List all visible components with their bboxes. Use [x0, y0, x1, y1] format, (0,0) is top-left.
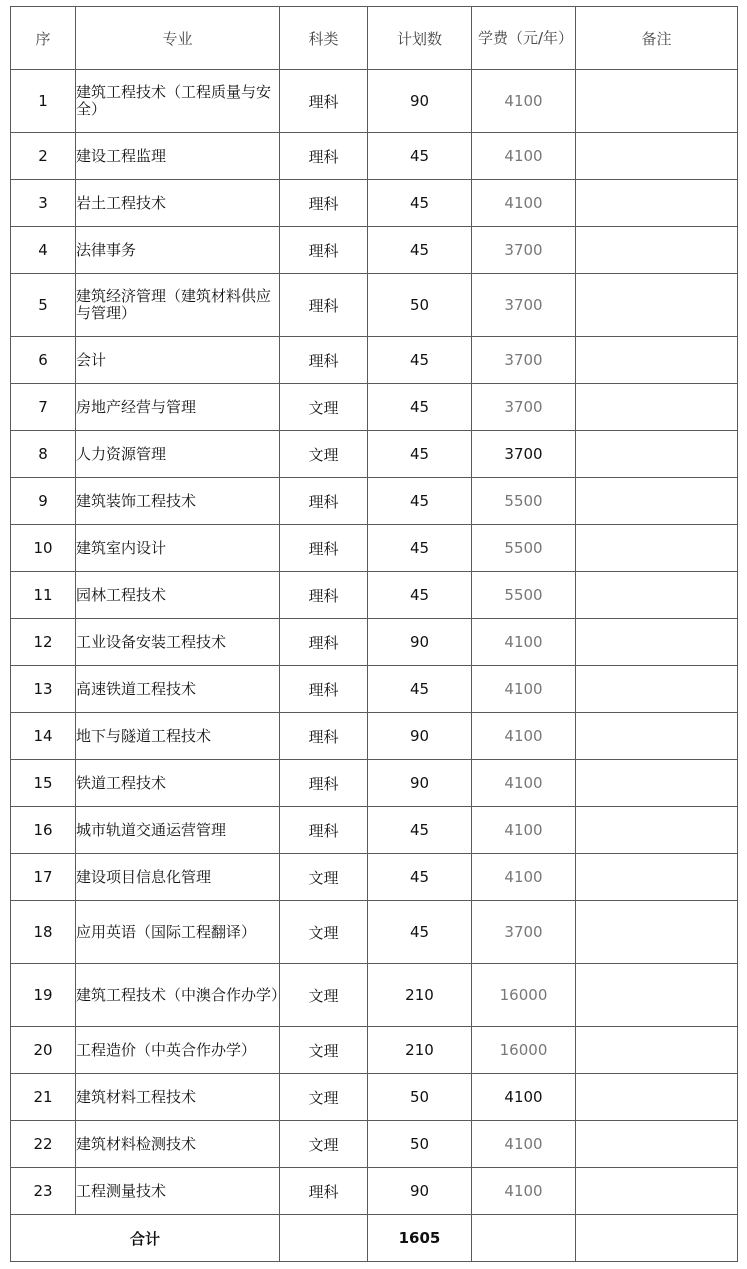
table-row — [11, 760, 738, 807]
row-note — [576, 666, 738, 713]
row-seq: 20 — [11, 1027, 76, 1074]
row-seq: 21 — [11, 1074, 76, 1121]
row-seq: 9 — [11, 478, 76, 525]
row-major: 建筑室内设计 — [76, 525, 280, 572]
table-row — [11, 666, 738, 713]
row-plan: 210 — [368, 1027, 472, 1074]
row-seq: 18 — [11, 901, 76, 964]
row-note — [576, 227, 738, 274]
table-row — [11, 1121, 738, 1168]
row-plan: 50 — [368, 1074, 472, 1121]
row-plan: 45 — [368, 525, 472, 572]
row-seq: 8 — [11, 431, 76, 478]
enrollment-plan-table — [10, 6, 738, 1262]
table-row — [11, 274, 738, 337]
row-note — [576, 713, 738, 760]
row-category: 文理 — [280, 964, 368, 1027]
row-seq: 13 — [11, 666, 76, 713]
row-plan: 90 — [368, 713, 472, 760]
row-note — [576, 1027, 738, 1074]
row-note — [576, 964, 738, 1027]
row-seq: 17 — [11, 854, 76, 901]
row-major: 地下与隧道工程技术 — [76, 713, 280, 760]
table-row — [11, 227, 738, 274]
row-note — [576, 431, 738, 478]
row-fee: 4100 — [472, 70, 576, 133]
table-row — [11, 572, 738, 619]
row-seq: 15 — [11, 760, 76, 807]
row-fee: 5500 — [472, 478, 576, 525]
row-seq: 14 — [11, 713, 76, 760]
row-note — [576, 807, 738, 854]
header-major: 专业 — [76, 7, 280, 70]
row-fee: 3700 — [472, 901, 576, 964]
table-row — [11, 180, 738, 227]
row-major: 应用英语（国际工程翻译） — [76, 901, 280, 964]
row-note — [576, 760, 738, 807]
row-plan: 45 — [368, 133, 472, 180]
table-row — [11, 1074, 738, 1121]
table-row — [11, 1027, 738, 1074]
row-fee: 3700 — [472, 227, 576, 274]
row-category: 理科 — [280, 70, 368, 133]
row-category: 理科 — [280, 807, 368, 854]
header-seq: 序 — [11, 7, 76, 70]
row-major: 建筑经济管理（建筑材料供应与管理） — [76, 274, 280, 337]
row-category: 理科 — [280, 619, 368, 666]
row-category: 文理 — [280, 1074, 368, 1121]
table-row — [11, 70, 738, 133]
row-plan: 45 — [368, 180, 472, 227]
row-plan: 50 — [368, 274, 472, 337]
row-fee: 4100 — [472, 713, 576, 760]
row-note — [576, 478, 738, 525]
row-major: 岩土工程技术 — [76, 180, 280, 227]
row-major: 园林工程技术 — [76, 572, 280, 619]
row-plan: 45 — [368, 384, 472, 431]
table-row — [11, 431, 738, 478]
row-seq: 2 — [11, 133, 76, 180]
row-seq: 10 — [11, 525, 76, 572]
row-fee: 4100 — [472, 1168, 576, 1215]
table-row — [11, 619, 738, 666]
row-category: 理科 — [280, 760, 368, 807]
row-seq: 5 — [11, 274, 76, 337]
row-major: 建筑工程技术（工程质量与安全） — [76, 70, 280, 133]
row-fee: 4100 — [472, 666, 576, 713]
row-category: 文理 — [280, 1027, 368, 1074]
row-fee: 16000 — [472, 1027, 576, 1074]
row-seq: 3 — [11, 180, 76, 227]
row-seq: 22 — [11, 1121, 76, 1168]
table-row — [11, 807, 738, 854]
row-plan: 45 — [368, 666, 472, 713]
total-category-cell — [280, 1215, 368, 1262]
row-category: 理科 — [280, 478, 368, 525]
row-category: 理科 — [280, 337, 368, 384]
table-row — [11, 901, 738, 964]
row-note — [576, 133, 738, 180]
row-seq: 23 — [11, 1168, 76, 1215]
row-major: 城市轨道交通运营管理 — [76, 807, 280, 854]
row-major: 建筑工程技术（中澳合作办学） — [76, 964, 280, 1027]
row-category: 理科 — [280, 666, 368, 713]
row-plan: 45 — [368, 227, 472, 274]
row-major: 工程造价（中英合作办学） — [76, 1027, 280, 1074]
row-seq: 7 — [11, 384, 76, 431]
row-fee: 3700 — [472, 431, 576, 478]
row-category: 理科 — [280, 227, 368, 274]
row-plan: 210 — [368, 964, 472, 1027]
row-major: 工业设备安装工程技术 — [76, 619, 280, 666]
header-fee: 学费（元/年） — [472, 7, 576, 70]
row-major: 法律事务 — [76, 227, 280, 274]
row-category: 理科 — [280, 572, 368, 619]
row-note — [576, 1168, 738, 1215]
row-note — [576, 1121, 738, 1168]
row-plan: 45 — [368, 431, 472, 478]
row-seq: 1 — [11, 70, 76, 133]
row-fee: 4100 — [472, 854, 576, 901]
row-note — [576, 180, 738, 227]
row-plan: 45 — [368, 337, 472, 384]
table-body — [11, 70, 738, 1215]
row-plan: 50 — [368, 1121, 472, 1168]
row-major: 建筑材料检测技术 — [76, 1121, 280, 1168]
total-plan: 1605 — [368, 1215, 472, 1262]
row-major: 铁道工程技术 — [76, 760, 280, 807]
table-row — [11, 133, 738, 180]
row-category: 理科 — [280, 133, 368, 180]
row-note — [576, 70, 738, 133]
table-row — [11, 1168, 738, 1215]
row-fee: 4100 — [472, 619, 576, 666]
table-row — [11, 478, 738, 525]
row-fee: 4100 — [472, 760, 576, 807]
row-major: 建筑装饰工程技术 — [76, 478, 280, 525]
row-note — [576, 274, 738, 337]
row-fee: 4100 — [472, 1121, 576, 1168]
row-category: 理科 — [280, 1168, 368, 1215]
row-note — [576, 337, 738, 384]
row-fee: 3700 — [472, 384, 576, 431]
row-category: 文理 — [280, 854, 368, 901]
header-note: 备注 — [576, 7, 738, 70]
row-fee: 3700 — [472, 337, 576, 384]
row-category: 文理 — [280, 431, 368, 478]
table-row — [11, 854, 738, 901]
row-major: 高速铁道工程技术 — [76, 666, 280, 713]
row-fee: 3700 — [472, 274, 576, 337]
table-row — [11, 384, 738, 431]
row-plan: 45 — [368, 478, 472, 525]
header-plan: 计划数 — [368, 7, 472, 70]
row-major: 建设工程监理 — [76, 133, 280, 180]
row-plan: 90 — [368, 760, 472, 807]
row-fee: 4100 — [472, 133, 576, 180]
header-category: 科类 — [280, 7, 368, 70]
row-major: 工程测量技术 — [76, 1168, 280, 1215]
total-note-cell — [576, 1215, 738, 1262]
row-plan: 45 — [368, 807, 472, 854]
row-category: 文理 — [280, 1121, 368, 1168]
row-major: 会计 — [76, 337, 280, 384]
total-fee-cell — [472, 1215, 576, 1262]
row-seq: 12 — [11, 619, 76, 666]
row-note — [576, 901, 738, 964]
row-seq: 19 — [11, 964, 76, 1027]
row-seq: 11 — [11, 572, 76, 619]
row-fee: 16000 — [472, 964, 576, 1027]
row-plan: 45 — [368, 901, 472, 964]
row-plan: 45 — [368, 854, 472, 901]
row-major: 人力资源管理 — [76, 431, 280, 478]
table-header-row — [11, 7, 738, 70]
row-plan: 90 — [368, 619, 472, 666]
total-label: 合计 — [11, 1215, 280, 1262]
row-note — [576, 854, 738, 901]
row-plan: 45 — [368, 572, 472, 619]
row-major: 建筑材料工程技术 — [76, 1074, 280, 1121]
row-seq: 16 — [11, 807, 76, 854]
row-category: 理科 — [280, 274, 368, 337]
row-fee: 4100 — [472, 180, 576, 227]
row-major: 房地产经营与管理 — [76, 384, 280, 431]
table-row — [11, 713, 738, 760]
row-note — [576, 572, 738, 619]
row-major: 建设项目信息化管理 — [76, 854, 280, 901]
row-category: 文理 — [280, 901, 368, 964]
total-row — [11, 1215, 738, 1262]
row-fee: 4100 — [472, 1074, 576, 1121]
table-row — [11, 337, 738, 384]
row-category: 理科 — [280, 525, 368, 572]
row-note — [576, 525, 738, 572]
row-category: 理科 — [280, 180, 368, 227]
table-row — [11, 525, 738, 572]
row-fee: 4100 — [472, 807, 576, 854]
row-category: 理科 — [280, 713, 368, 760]
row-fee: 5500 — [472, 572, 576, 619]
table-row — [11, 964, 738, 1027]
row-plan: 90 — [368, 1168, 472, 1215]
row-seq: 6 — [11, 337, 76, 384]
row-note — [576, 384, 738, 431]
row-note — [576, 619, 738, 666]
row-note — [576, 1074, 738, 1121]
row-fee: 5500 — [472, 525, 576, 572]
row-seq: 4 — [11, 227, 76, 274]
row-category: 文理 — [280, 384, 368, 431]
row-plan: 90 — [368, 70, 472, 133]
